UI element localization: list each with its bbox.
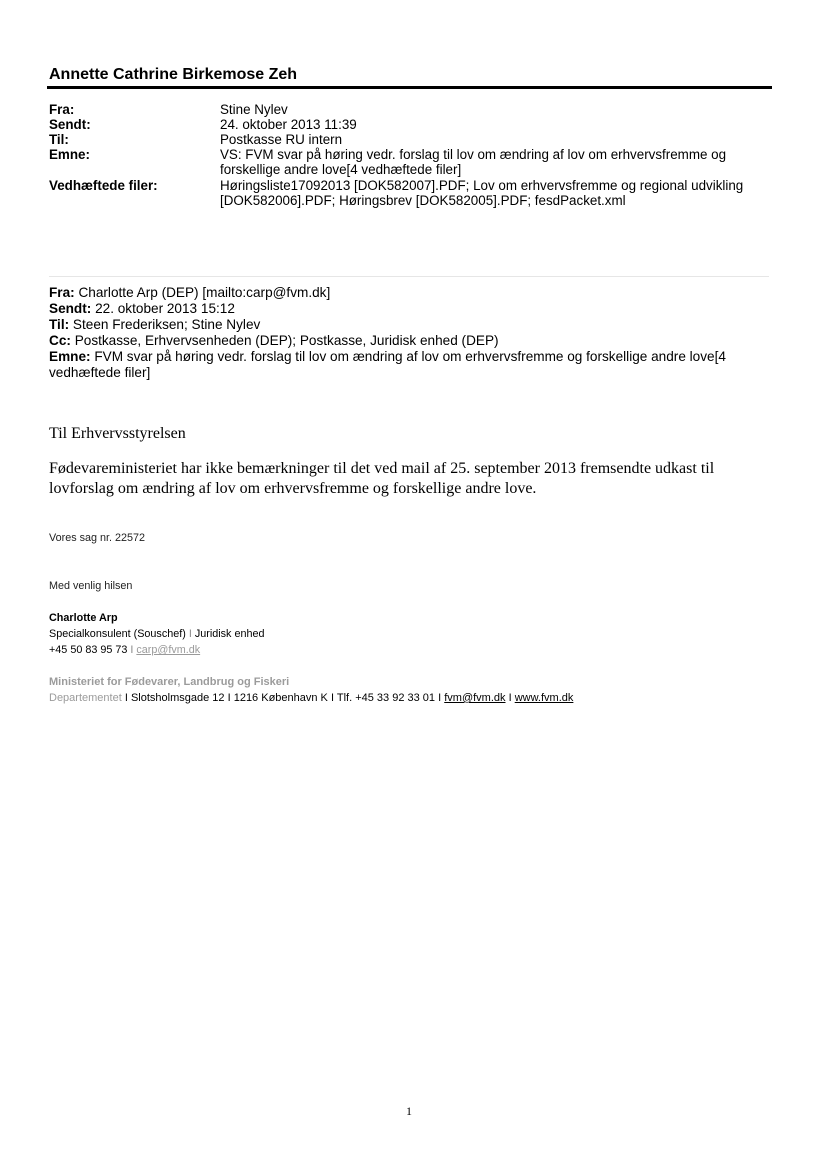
signature-unit: Juridisk enhed bbox=[194, 628, 265, 640]
fwd-sent-row bbox=[49, 301, 759, 317]
forwarded-header bbox=[49, 285, 759, 381]
fwd-cc-label: Cc: bbox=[49, 333, 71, 348]
org-email-link[interactable]: fvm@fvm.dk bbox=[444, 692, 506, 704]
separator: I bbox=[124, 692, 128, 704]
header-from-value: Stine Nylev bbox=[220, 102, 288, 117]
fwd-from-row bbox=[49, 285, 759, 301]
postal-city: 1216 København K bbox=[233, 692, 328, 704]
signature-contact-row bbox=[49, 642, 200, 658]
fwd-subject-label: Emne: bbox=[49, 349, 91, 364]
department-line bbox=[49, 690, 573, 706]
page-number: 1 bbox=[406, 1104, 412, 1118]
separator: I bbox=[188, 628, 192, 640]
header-from-label: Fra: bbox=[49, 102, 75, 117]
title-divider bbox=[47, 86, 772, 89]
signature-title-row bbox=[49, 626, 264, 642]
fwd-sent-value: 22. oktober 2013 15:12 bbox=[95, 301, 235, 316]
header-subject-value: VS: FVM svar på høring vedr. forslag til lov om ændring af lov om erhvervsfremme og forskellige andre love[4 vedhæftede filer] bbox=[220, 147, 727, 177]
header-attachments-value: Høringsliste17092013 [DOK582007].PDF; Lov om erhvervsfremme og regional udvikling [DOK582006].PDF; Høringsbrev [DOK582005].PDF; fesdPacket.xml bbox=[220, 178, 744, 208]
signature-email-link[interactable]: carp@fvm.dk bbox=[136, 644, 201, 656]
closing: Med venlig hilsen bbox=[49, 580, 133, 592]
header-subject-row bbox=[49, 147, 769, 177]
fwd-sent-label: Sendt: bbox=[49, 301, 92, 316]
case-number: Vores sag nr. 22572 bbox=[49, 532, 146, 544]
header-sent-value: 24. oktober 2013 11:39 bbox=[220, 117, 357, 132]
body-paragraph: Fødevareministeriet har ikke bemærkninger til det ved mail af 25. september 2013 fremsendte udkast til lovforslag om ændring af lov om erhvervsfremme og forskellige andre love. bbox=[49, 460, 715, 497]
signature-title: Specialkonsulent (Souschef) bbox=[49, 628, 186, 640]
page-title: Annette Cathrine Birkemose Zeh bbox=[49, 66, 298, 83]
fwd-cc-row bbox=[49, 333, 759, 349]
signature-phone: +45 50 83 95 73 bbox=[49, 644, 128, 656]
separator: I bbox=[330, 692, 335, 704]
fwd-to-value: Steen Frederiksen; Stine Nylev bbox=[72, 317, 261, 332]
header-attachments-label: Vedhæftede filer: bbox=[49, 178, 158, 193]
fwd-from-value: Charlotte Arp (DEP) [mailto:carp@fvm.dk] bbox=[78, 285, 331, 300]
fwd-to-row bbox=[49, 317, 759, 333]
header-from-row bbox=[49, 102, 769, 117]
header-subject-label: Emne: bbox=[49, 147, 90, 162]
email-header bbox=[49, 102, 769, 208]
fwd-subject-value: FVM svar på høring vedr. forslag til lov om ændring af lov om erhvervsfremme og forskellige andre love[4 vedhæftede filer] bbox=[49, 349, 726, 380]
header-to-value: Postkasse RU intern bbox=[220, 132, 343, 147]
separator: I bbox=[227, 692, 231, 704]
section-divider bbox=[49, 276, 769, 277]
greeting: Til Erhvervsstyrelsen bbox=[49, 425, 186, 442]
fwd-subject-row bbox=[49, 349, 759, 381]
telephone: Tlf. +45 33 92 33 01 bbox=[336, 692, 436, 704]
separator: I bbox=[438, 692, 442, 704]
website-link[interactable]: www.fvm.dk bbox=[514, 692, 574, 704]
fwd-to-label: Til: bbox=[49, 317, 70, 332]
signature-name: Charlotte Arp bbox=[49, 612, 118, 624]
header-sent-row bbox=[49, 117, 769, 132]
fwd-cc-value: Postkasse, Erhvervsenheden (DEP); Postkasse, Juridisk enhed (DEP) bbox=[74, 333, 499, 348]
department-name: Departementet bbox=[49, 692, 122, 704]
header-sent-label: Sendt: bbox=[49, 117, 91, 132]
header-to-label: Til: bbox=[49, 132, 69, 147]
address: Slotsholmsgade 12 bbox=[130, 692, 225, 704]
header-attachments-row bbox=[49, 178, 769, 208]
fwd-from-label: Fra: bbox=[49, 285, 75, 300]
header-to-row bbox=[49, 132, 769, 147]
ministry-name: Ministeriet for Fødevarer, Landbrug og Fiskeri bbox=[49, 676, 290, 688]
separator: I bbox=[130, 644, 134, 656]
separator: I bbox=[508, 692, 512, 704]
